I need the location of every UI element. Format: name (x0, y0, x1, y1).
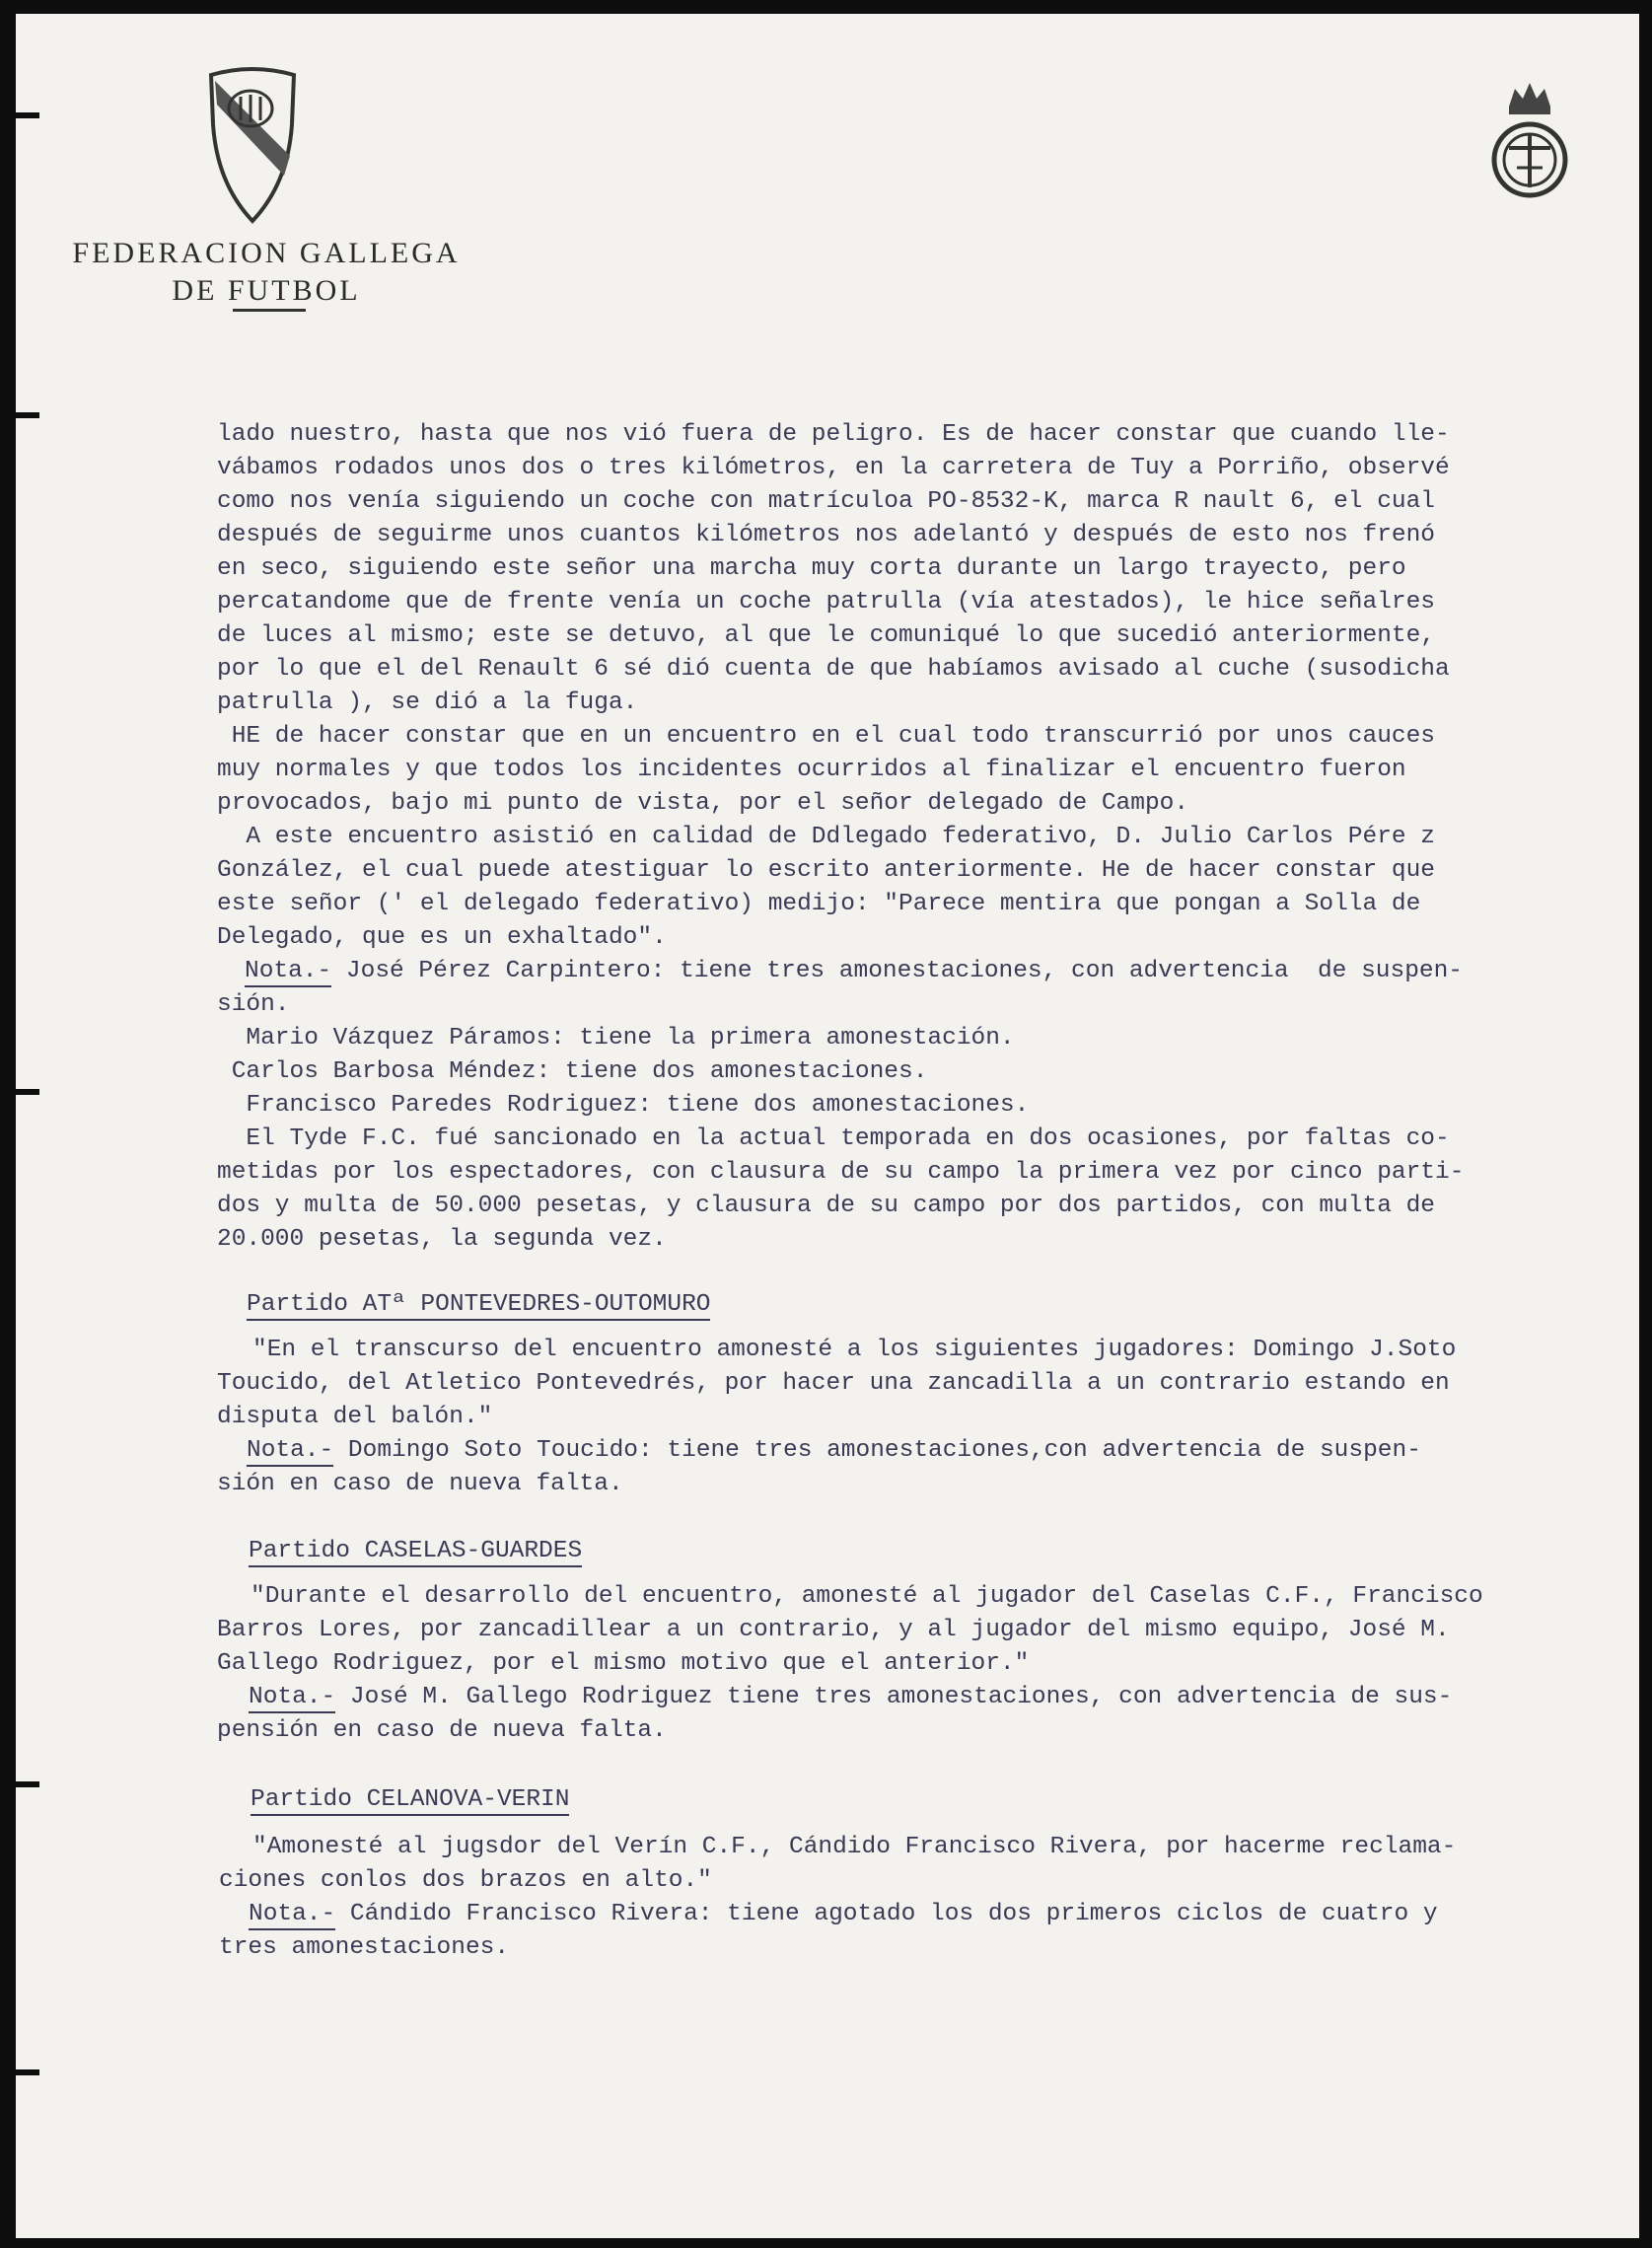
nota-section1 (247, 1436, 1421, 1466)
list-line: Carlos Barbosa Méndez: tiene dos amonestaciones. (217, 1058, 928, 1085)
body-line: Delegado, que es un exhaltado". (217, 924, 667, 951)
nota-continuation: sión. (217, 991, 290, 1018)
body-line: como nos venía siguiendo un coche con matrículoa PO-8532-K, marca R nault 6, el cual (217, 488, 1436, 515)
nota-continuation: pensión en caso de nueva falta. (217, 1717, 667, 1744)
nota-label: Nota.- (249, 1901, 335, 1930)
list-line: Mario Vázquez Páramos: tiene la primera amonestación. (217, 1025, 1015, 1051)
list-line: Francisco Paredes Rodriguez: tiene dos amonestaciones. (217, 1092, 1030, 1119)
nota-continuation: sión en caso de nueva falta. (217, 1471, 623, 1497)
body-line: González, el cual puede atestiguar lo escrito anteriormente. He de hacer constar que (217, 857, 1436, 884)
quote-line: "Durante el desarrollo del encuentro, amonesté al jugador del Caselas C.F., Francisco (251, 1583, 1483, 1610)
list-line: El Tyde F.C. fué sancionado en la actual temporada en dos ocasiones, por faltas co- (217, 1125, 1450, 1152)
org-name-line2: DE FUTBOL (172, 274, 361, 307)
section-title-text: Partido ATª PONTEVEDRES-OUTOMURO (247, 1291, 710, 1321)
body-line: percatandome que de frente venía un coche patrulla (vía atestados), le hice señalres (217, 589, 1436, 616)
nota-section2 (249, 1683, 1452, 1712)
section-title-text: Partido CASELAS-GUARDES (249, 1538, 582, 1567)
body-line: este señor (' el delegado federativo) medijo: "Parece mentira que pongan a Solla de (217, 891, 1421, 917)
body-line: en seco, siguiendo este señor una marcha muy corta durante un largo trayecto, pero (217, 555, 1406, 582)
nota-label: Nota.- (245, 958, 331, 987)
nota-text: Cándido Francisco Rivera: tiene agotado los dos primeros ciclos de cuatro y (335, 1901, 1438, 1927)
body-line: A este encuentro asistió en calidad de Ddlegado federativo, D. Julio Carlos Pére z (217, 824, 1436, 850)
section-title-text: Partido CELANOVA-VERIN (251, 1786, 569, 1816)
nota-text: José M. Gallego Rodriguez tiene tres amonestaciones, con advertencia de sus- (335, 1684, 1453, 1710)
nota-1 (245, 957, 1463, 986)
nota-section3 (249, 1900, 1438, 1929)
body-line: después de seguirme unos cuantos kilómetros nos adelantó y después de esto nos frenó (217, 522, 1436, 548)
body-line: de luces al mismo; este se detuvo, al que le comuniqué lo que sucedió anteriormente, (217, 622, 1436, 649)
quote-line: "En el transcurso del encuentro amonesté a los siguientes jugadores: Domingo J.Soto (252, 1337, 1457, 1363)
body-line: vábamos rodados unos dos o tres kilómetros, en la carretera de Tuy a Porriño, observé (217, 455, 1450, 481)
nota-label: Nota.- (249, 1684, 335, 1713)
quote-line: Barros Lores, por zancadillear a un contrario, y al jugador del mismo equipo, José M. (217, 1617, 1450, 1643)
section-title (249, 1537, 582, 1566)
quote-line: Toucido, del Atletico Pontevedrés, por hacer una zancadilla a un contrario estando en (217, 1370, 1450, 1397)
list-line: 20.000 pesetas, la segunda vez. (217, 1226, 667, 1253)
body-line: lado nuestro, hasta que nos vió fuera de peligro. Es de hacer constar que cuando lle- (217, 421, 1450, 448)
quote-line: Gallego Rodriguez, por el mismo motivo que el anterior." (217, 1650, 1030, 1677)
quote-line: disputa del balón." (217, 1404, 493, 1430)
org-name-line1: FEDERACION GALLEGA (72, 237, 461, 269)
body-line: patrulla ), se dió a la fuga. (217, 689, 638, 716)
list-line: metidas por los espectadores, con clausura de su campo la primera vez por cinco parti- (217, 1159, 1465, 1186)
nota-text: Domingo Soto Toucido: tiene tres amonestaciones,con advertencia de suspen- (333, 1437, 1421, 1464)
body-line: provocados, bajo mi punto de vista, por el señor delegado de Campo. (217, 790, 1189, 817)
nota-label: Nota.- (247, 1437, 333, 1467)
quote-line: ciones conlos dos brazos en alto." (219, 1867, 712, 1894)
list-line: dos y multa de 50.000 pesetas, y clausura de su campo por dos partidos, con multa de (217, 1193, 1436, 1219)
section-title (251, 1785, 569, 1815)
body-line: por lo que el del Renault 6 sé dió cuenta de que habíamos avisado al cuche (susodicha (217, 656, 1450, 683)
nota-continuation: tres amonestaciones. (219, 1934, 510, 1961)
body-line: muy normales y que todos los incidentes ocurridos al finalizar el encuentro fueron (217, 757, 1406, 783)
nota-text: José Pérez Carpintero: tiene tres amonestaciones, con advertencia de suspen- (331, 958, 1464, 984)
body-line: HE de hacer constar que en un encuentro en el cual todo transcurrió por unos cauces (217, 723, 1436, 750)
section-title (247, 1290, 710, 1320)
quote-line: "Amonesté al jugsdor del Verín C.F., Cándido Francisco Rivera, por hacerme reclama- (252, 1834, 1457, 1860)
